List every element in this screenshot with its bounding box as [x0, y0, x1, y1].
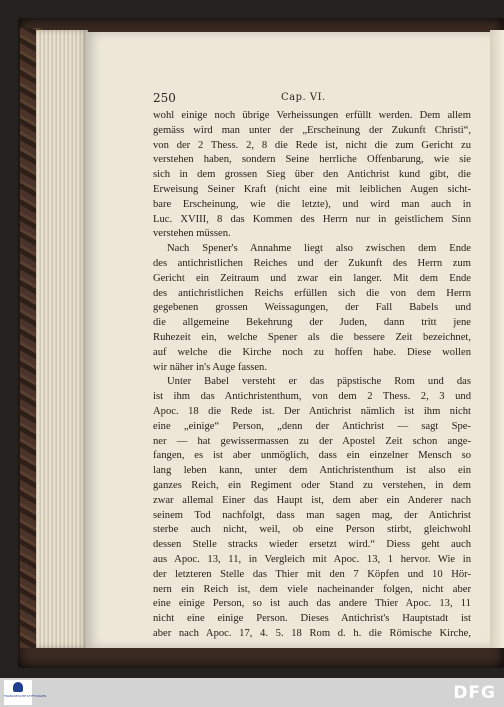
text-line: gegebenen grossen Weissagungen, der Fall Babels und: [153, 302, 471, 314]
text-line: nern ein Reich ist, dem viele nacheinander folgen, nicht aber: [153, 583, 471, 595]
text-line: Nach Spener's Annahme liegt also zwischen dem Ende: [167, 243, 471, 255]
text-line: ganzes Reich, ein Regiment oder Stand zu verstehen, in dem: [153, 479, 471, 491]
text-line: aus Apoc. 13, 11, in Vergleich mit Apoc. 13, 1 hervor. Wie in: [153, 553, 471, 565]
text-line: ner — hat gewissermassen zu der Apostel Zeit schon ange-: [153, 435, 471, 447]
text-line: der letzteren Stelle das Thier mit den 7 Köpfen und 10 Hör-: [153, 568, 471, 580]
text-line: Apoc. 18 die Rede ist. Der Antichrist nämlich ist ihm nicht: [153, 405, 471, 417]
text-line: Erweisung Seiner Kraft (nicht eine mit leiblichen Augen sicht-: [153, 183, 471, 195]
viewer-footer: [0, 678, 504, 707]
text-line: sich in dem grossen Sieg über den Antichrist kund gibt, die: [153, 169, 471, 181]
text-line: bare Erscheinung, wie die letzte), und wird man auch in: [153, 198, 471, 210]
text-line: fangen, es ist aber unmöglich, dass ein einzelner Mensch so: [153, 450, 471, 462]
text-line: wohl einige noch übrige Verheissungen erfüllt werden. Dem allem: [153, 110, 471, 121]
text-line: des antichristlichen Reiches und der Zukunft des Herrn zum: [153, 257, 471, 269]
text-line: wir näher in's Auge fassen.: [153, 361, 267, 373]
text-line: Gericht ein Zeitraum und zwar ein langer. Mit dem Ende: [153, 272, 471, 284]
text-line: dessen Stelle stracks wieder ersetzt wird.“ Diess geht auch: [153, 539, 471, 551]
text-line: Unter Babel versteht er das päpstische Rom und das: [167, 376, 471, 388]
text-line: gemäss wird man unter der „Erscheinung der Zukunft Christi“,: [153, 124, 471, 136]
text-line: auf welche die Kirche noch zu hoffen habe. Diese wollen: [153, 346, 471, 358]
next-page-edge: [490, 30, 504, 648]
text-line: seinem Tod nachfolgt, dass man sagen mag, der Antichrist: [153, 509, 471, 521]
text-line: zwar allemal Einer das Haupt ist, dem aber ein Anderer nach: [153, 494, 471, 506]
text-line: verstehen müssen.: [153, 228, 231, 240]
text-line: die allgemeine Bekehrung der Juden, dann tritt jene: [153, 317, 471, 329]
page-header: [153, 91, 463, 109]
body-text: [153, 109, 471, 642]
text-line: eine einige Person, so ist auch das andere Thier Apoc. 13, 11: [153, 598, 471, 610]
text-line: von der 2 Thess. 2, 8 die Rede ist, nicht die zum Gericht zu: [153, 139, 471, 151]
chapter-heading: Cap. VI.: [281, 92, 326, 103]
dfg-logo[interactable]: DFG: [453, 683, 496, 703]
franckesche-stiftungen-logo[interactable]: [4, 680, 47, 705]
page-edges: [36, 30, 88, 648]
text-line: eine „einige“ Person, „denn der Antichrist — sagt Spe-: [153, 420, 471, 432]
text-line: lang leben kann, unter dem Antichristenthum ist also ein: [153, 465, 471, 477]
text-line: Luc. XVIII, 8 das Kommen des Herrn nur in geistlichem Sinn: [153, 213, 471, 225]
text-line: nicht eine einige Person. Dieses Antichrist's Hauptstadt ist: [153, 613, 471, 625]
text-line: ist ihm das Antichristenthum, von dem 2 Thess. 2, 3 und: [153, 391, 471, 403]
shield-icon: [13, 682, 23, 692]
text-line: des antichristlichen Reichs erfüllen sich die von dem Herrn: [153, 287, 471, 299]
logo-label: FRANCKESCHE STIFTUNGEN: [4, 694, 47, 698]
text-line: Ruhezeit ein, welche Spener als die bessere Zeit bezeichnet,: [153, 331, 471, 343]
text-line: sterbe auch nicht, weil, ob eine Person stirbt, gleichwohl: [153, 524, 471, 536]
text-line: verstehen haben, sondern Seine herrliche Offenbarung, wie sie: [153, 154, 471, 166]
page-number: 250: [153, 91, 176, 105]
text-line: aber nach Apoc. 17, 4. 5. 18 Rom d. h. die Römische Kirche,: [153, 627, 471, 639]
